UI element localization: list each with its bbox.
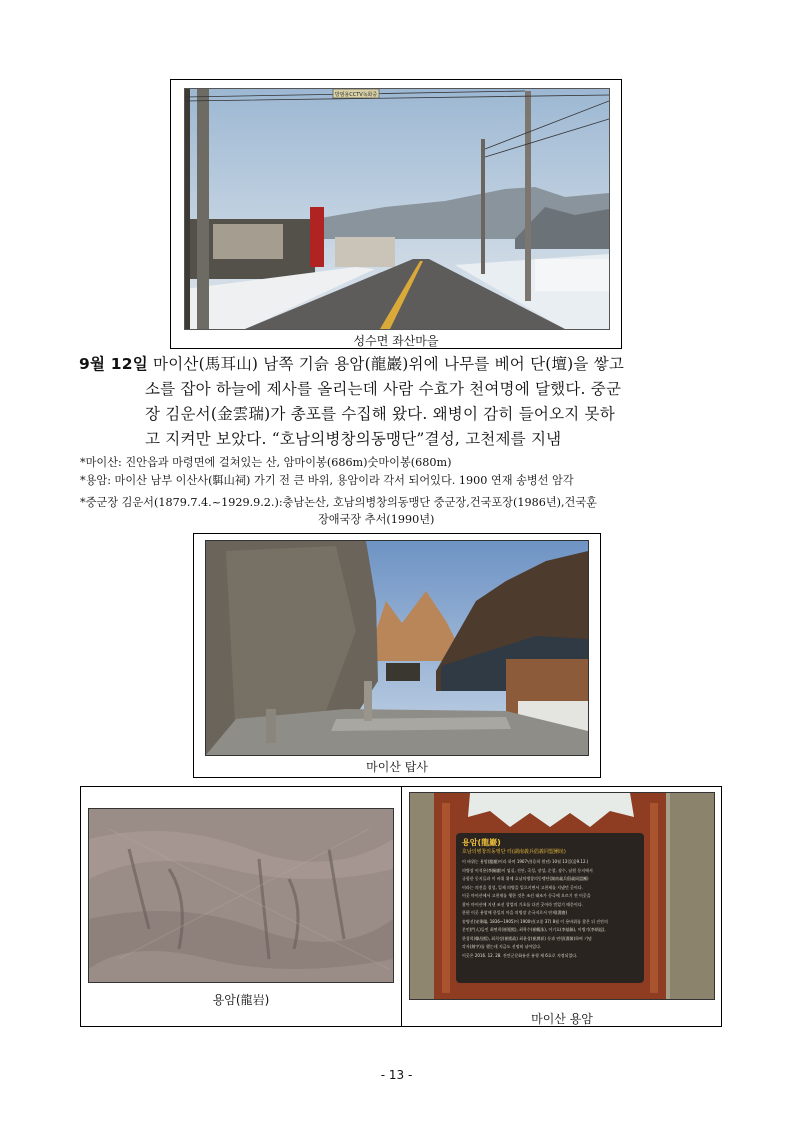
sign-board-subtitle: 호남의병창의동맹단 터(湖南義兵倡義同盟團址) xyxy=(462,849,566,855)
temple-photo xyxy=(205,540,589,756)
sign-board-title: 용암(龍巖) xyxy=(462,838,501,847)
date-label: 9월 12일 xyxy=(79,355,148,373)
figure-street-photo xyxy=(170,79,622,349)
sign-board-line: 규합한 동지들과 이 바위 위에 호남의병창의동맹단(湖南義兵倡義同盟團) xyxy=(462,876,589,881)
sign-board-line: 한편 이곳 용암에 한일의 마을 의병장 순국지로서 연재(淵齋) xyxy=(462,910,568,915)
page-number: - 13 - xyxy=(380,1068,413,1082)
paragraph-line-3: 장 김운서(金雲瑞)가 총포를 수집해 왔다. 왜병이 감히 들어오지 못하 xyxy=(145,405,615,423)
main-paragraph xyxy=(79,352,719,452)
info-sign-photo xyxy=(409,792,715,1000)
photo-table xyxy=(80,786,722,1027)
figure-caption-street: 성수면 좌산마을 xyxy=(353,334,439,348)
figure-caption-rock: 용암(龍岩) xyxy=(212,993,270,1007)
sign-board-line: 의병장 이석용(李錫庸)이 임실, 진안, 곡성, 장성, 순창, 장수, 남원 등지에서 xyxy=(462,867,593,873)
sign-board-line: 각자(刻字)를 했는데 지금도 선명히 남아있다. xyxy=(462,944,542,949)
street-photo xyxy=(184,88,610,330)
cctv-sign-text: 방범용CCTV녹화중 xyxy=(334,92,378,98)
sign-board-line: 이 바위는 용암(龍巖)이라 하며 1907년(융희 원년) 10월 13일(음9.12.) xyxy=(462,859,589,864)
sign-board-body xyxy=(462,858,640,960)
figure-caption-temple: 마이산 탑사 xyxy=(366,760,428,774)
sign-board-line: 문인(門人)들인 최면희(崔冕熙), 최학수(崔鶴洙), 이기호(李基鎬), 이병기(李炳起), xyxy=(462,927,606,932)
paragraph-line-1 xyxy=(79,352,719,377)
footnote-maisan: *마이산: 진안읍과 마령면에 걸쳐있는 산, 암마이봉(686m)숫마이봉(680m) xyxy=(80,456,452,469)
info-sign-board xyxy=(462,837,640,960)
sign-board-line: 한창희(韓昌熙), 최희정(崔熙政) 최윤상(崔潤祥) 등과 연령(淵嶺)하여 기념 xyxy=(462,935,592,941)
footnote-kimunseo: *중군장 김운서(1879.7.4.~1929.9.2.):충남논산, 호남의병창의동맹단 중군장,건국포장(1986년),건국훈 xyxy=(80,496,597,509)
sign-board-line: 이곳은 2016. 12. 28. 진안군문화유산 유형 제 6호로 지정되었다. xyxy=(462,952,578,958)
rock-carving-photo xyxy=(88,808,394,983)
footnote-kimunseo-cont: 장애국장 추서(1990년) xyxy=(318,513,435,526)
paragraph-line-2: 소를 잡아 하늘에 제사를 올리는데 사람 수효가 천여명에 달했다. 중군 xyxy=(145,380,622,398)
sign-board-line: 이곳 마이산에서 고천제를 행한 것은 조선 태조가 등극에 오르기 전 이곳을 xyxy=(462,893,591,898)
sign-board-line: 찾아 마이산에 지낸 조선 창업의 기초를 다진 곳이라 믿었기 때문이다. xyxy=(462,901,583,907)
table-divider xyxy=(401,787,402,1026)
sign-board-line: 송병선(宋秉璿, 1836~1905)이 1900년(고종 37) 8월 이 용바위를 찾은 뒤 진안의 xyxy=(462,918,608,924)
paragraph-line-4: 고 지켜만 보았다. “호남의병창의동맹단”결성, 고천제를 지냄 xyxy=(145,430,562,448)
footnote-yongam: *용암: 마이산 남부 이산사(駬山祠) 가기 전 큰 바위, 용암이라 각서 되어있다. 1900 연재 송병선 암각 xyxy=(80,474,574,487)
figure-temple-photo xyxy=(193,533,601,778)
figure-caption-sign: 마이산 용암 xyxy=(531,1012,593,1026)
paragraph-line-1-text: 마이산(馬耳山) 남쪽 기슭 용암(龍巖)위에 나무를 베어 단(壇)을 쌓고 xyxy=(153,355,625,373)
sign-board-line: 이라는 의진을 결성, 일제 의병을 일으키면서 고천제를 지냈던 곳이다. xyxy=(462,884,583,890)
